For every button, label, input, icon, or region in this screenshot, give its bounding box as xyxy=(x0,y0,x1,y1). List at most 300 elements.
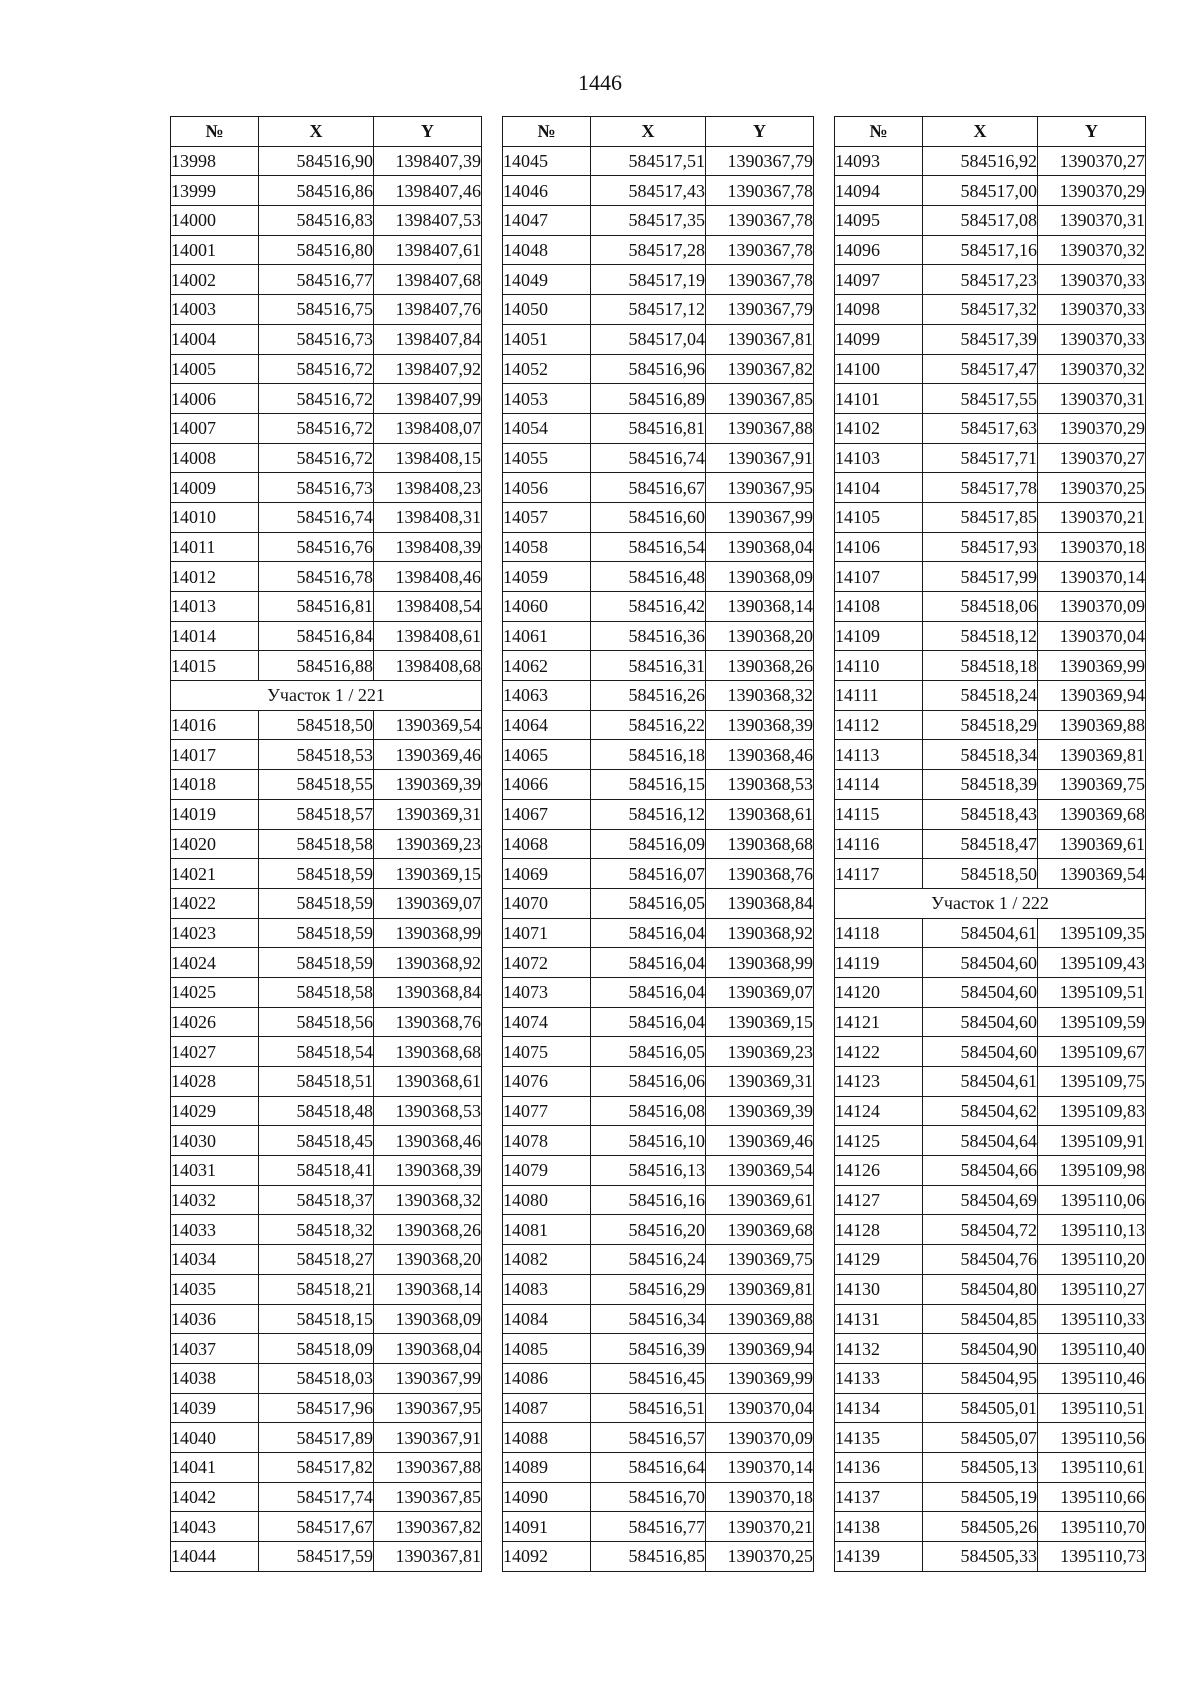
table-row xyxy=(171,1245,482,1275)
y-coordinate-cell: 1390370,14 xyxy=(706,1452,814,1482)
table-row xyxy=(171,710,482,740)
table-row xyxy=(171,1542,482,1572)
y-coordinate-cell: 1390368,04 xyxy=(374,1334,482,1364)
point-number-cell: 14073 xyxy=(503,977,591,1007)
point-number-cell: 14000 xyxy=(171,206,259,236)
x-coordinate-cell: 584516,73 xyxy=(259,473,374,503)
point-number-cell: 14049 xyxy=(503,265,591,295)
table-row xyxy=(503,354,814,384)
point-number-cell: 14023 xyxy=(171,918,259,948)
x-coordinate-cell: 584518,12 xyxy=(923,621,1038,651)
y-coordinate-cell: 1390370,09 xyxy=(706,1423,814,1453)
y-coordinate-cell: 1390369,81 xyxy=(1038,740,1146,770)
x-coordinate-cell: 584518,55 xyxy=(259,770,374,800)
table-row xyxy=(835,1037,1146,1067)
x-coordinate-cell: 584516,24 xyxy=(591,1245,706,1275)
table-row xyxy=(171,473,482,503)
x-coordinate-cell: 584517,47 xyxy=(923,354,1038,384)
table-row xyxy=(835,770,1146,800)
x-coordinate-cell: 584504,62 xyxy=(923,1096,1038,1126)
column-header-y: Y xyxy=(706,117,814,147)
point-number-cell: 14080 xyxy=(503,1185,591,1215)
point-number-cell: 14100 xyxy=(835,354,923,384)
table-row xyxy=(171,324,482,354)
y-coordinate-cell: 1390367,82 xyxy=(374,1512,482,1542)
point-number-cell: 14059 xyxy=(503,562,591,592)
table-row xyxy=(503,1334,814,1364)
table-row xyxy=(503,1156,814,1186)
x-coordinate-cell: 584516,05 xyxy=(591,888,706,918)
x-coordinate-cell: 584518,41 xyxy=(259,1156,374,1186)
table-row xyxy=(503,1245,814,1275)
y-coordinate-cell: 1390367,78 xyxy=(706,176,814,206)
x-coordinate-cell: 584516,88 xyxy=(259,651,374,681)
table-row xyxy=(171,1334,482,1364)
point-number-cell: 14071 xyxy=(503,918,591,948)
table-row xyxy=(171,562,482,592)
column-header-y: Y xyxy=(1038,117,1146,147)
x-coordinate-cell: 584518,51 xyxy=(259,1067,374,1097)
y-coordinate-cell: 1390367,79 xyxy=(706,146,814,176)
table-row xyxy=(835,918,1146,948)
table-row xyxy=(835,1274,1146,1304)
x-coordinate-cell: 584516,22 xyxy=(591,710,706,740)
table-row xyxy=(503,413,814,443)
y-coordinate-cell: 1390370,27 xyxy=(1038,443,1146,473)
point-number-cell: 14036 xyxy=(171,1304,259,1334)
y-coordinate-cell: 1390367,79 xyxy=(706,295,814,325)
y-coordinate-cell: 1395110,46 xyxy=(1038,1363,1146,1393)
y-coordinate-cell: 1390369,61 xyxy=(706,1185,814,1215)
point-number-cell: 14039 xyxy=(171,1393,259,1423)
point-number-cell: 14105 xyxy=(835,502,923,532)
y-coordinate-cell: 1395110,20 xyxy=(1038,1245,1146,1275)
table-row xyxy=(503,859,814,889)
point-number-cell: 14095 xyxy=(835,206,923,236)
x-coordinate-cell: 584504,69 xyxy=(923,1185,1038,1215)
point-number-cell: 14136 xyxy=(835,1452,923,1482)
table-row xyxy=(503,324,814,354)
table-row xyxy=(835,1245,1146,1275)
section-row xyxy=(171,681,482,711)
point-number-cell: 14125 xyxy=(835,1126,923,1156)
table-row xyxy=(835,1452,1146,1482)
x-coordinate-cell: 584517,63 xyxy=(923,413,1038,443)
point-number-cell: 14084 xyxy=(503,1304,591,1334)
y-coordinate-cell: 1398407,68 xyxy=(374,265,482,295)
y-coordinate-cell: 1390368,32 xyxy=(706,681,814,711)
x-coordinate-cell: 584516,04 xyxy=(591,977,706,1007)
x-coordinate-cell: 584517,16 xyxy=(923,235,1038,265)
point-number-cell: 14013 xyxy=(171,592,259,622)
table-row xyxy=(503,1363,814,1393)
y-coordinate-cell: 1390368,20 xyxy=(374,1245,482,1275)
table-row xyxy=(503,1274,814,1304)
point-number-cell: 14074 xyxy=(503,1007,591,1037)
x-coordinate-cell: 584516,84 xyxy=(259,621,374,651)
x-coordinate-cell: 584518,54 xyxy=(259,1037,374,1067)
table-row xyxy=(171,265,482,295)
x-coordinate-cell: 584518,32 xyxy=(259,1215,374,1245)
point-number-cell: 14062 xyxy=(503,651,591,681)
point-number-cell: 13998 xyxy=(171,146,259,176)
table-row xyxy=(835,1423,1146,1453)
x-coordinate-cell: 584518,06 xyxy=(923,592,1038,622)
x-coordinate-cell: 584516,81 xyxy=(259,592,374,622)
y-coordinate-cell: 1390369,99 xyxy=(706,1363,814,1393)
y-coordinate-cell: 1390369,54 xyxy=(374,710,482,740)
point-number-cell: 14024 xyxy=(171,948,259,978)
x-coordinate-cell: 584518,50 xyxy=(259,710,374,740)
y-coordinate-cell: 1390370,21 xyxy=(1038,502,1146,532)
table-row xyxy=(171,1274,482,1304)
y-coordinate-cell: 1390367,91 xyxy=(706,443,814,473)
x-coordinate-cell: 584517,23 xyxy=(923,265,1038,295)
point-number-cell: 14003 xyxy=(171,295,259,325)
point-number-cell: 14097 xyxy=(835,265,923,295)
x-coordinate-cell: 584516,96 xyxy=(591,354,706,384)
point-number-cell: 14042 xyxy=(171,1482,259,1512)
point-number-cell: 14019 xyxy=(171,799,259,829)
table-row xyxy=(503,681,814,711)
x-coordinate-cell: 584505,13 xyxy=(923,1452,1038,1482)
table-row xyxy=(171,1452,482,1482)
point-number-cell: 14054 xyxy=(503,413,591,443)
x-coordinate-cell: 584518,15 xyxy=(259,1304,374,1334)
x-coordinate-cell: 584516,90 xyxy=(259,146,374,176)
y-coordinate-cell: 1390368,84 xyxy=(706,888,814,918)
table-row xyxy=(171,829,482,859)
section-label: Участок 1 / 221 xyxy=(171,681,482,711)
table-row xyxy=(835,1067,1146,1097)
y-coordinate-cell: 1390369,94 xyxy=(1038,681,1146,711)
table-row xyxy=(835,1126,1146,1156)
point-number-cell: 14004 xyxy=(171,324,259,354)
table-row xyxy=(171,1512,482,1542)
column-header-number: № xyxy=(503,117,591,147)
table-row xyxy=(171,1185,482,1215)
point-number-cell: 14090 xyxy=(503,1482,591,1512)
x-coordinate-cell: 584518,39 xyxy=(923,770,1038,800)
x-coordinate-cell: 584518,59 xyxy=(259,888,374,918)
x-coordinate-cell: 584516,83 xyxy=(259,206,374,236)
point-number-cell: 14018 xyxy=(171,770,259,800)
x-coordinate-cell: 584516,77 xyxy=(591,1512,706,1542)
x-coordinate-cell: 584516,04 xyxy=(591,948,706,978)
point-number-cell: 14034 xyxy=(171,1245,259,1275)
table-row xyxy=(503,1037,814,1067)
y-coordinate-cell: 1395110,06 xyxy=(1038,1185,1146,1215)
y-coordinate-cell: 1390368,84 xyxy=(374,977,482,1007)
x-coordinate-cell: 584504,85 xyxy=(923,1304,1038,1334)
y-coordinate-cell: 1390370,33 xyxy=(1038,295,1146,325)
section-label: Участок 1 / 222 xyxy=(835,888,1146,918)
table-row xyxy=(503,1126,814,1156)
point-number-cell: 14066 xyxy=(503,770,591,800)
point-number-cell: 14015 xyxy=(171,651,259,681)
y-coordinate-cell: 1390370,18 xyxy=(1038,532,1146,562)
y-coordinate-cell: 1398408,68 xyxy=(374,651,482,681)
x-coordinate-cell: 584504,60 xyxy=(923,1037,1038,1067)
x-coordinate-cell: 584504,95 xyxy=(923,1363,1038,1393)
x-coordinate-cell: 584504,90 xyxy=(923,1334,1038,1364)
table-row xyxy=(835,859,1146,889)
table-row xyxy=(503,295,814,325)
x-coordinate-cell: 584518,59 xyxy=(259,859,374,889)
table-row xyxy=(835,829,1146,859)
table-row xyxy=(171,1126,482,1156)
x-coordinate-cell: 584517,99 xyxy=(923,562,1038,592)
table-row xyxy=(171,918,482,948)
point-number-cell: 14075 xyxy=(503,1037,591,1067)
point-number-cell: 14070 xyxy=(503,888,591,918)
y-coordinate-cell: 1390370,04 xyxy=(706,1393,814,1423)
x-coordinate-cell: 584516,75 xyxy=(259,295,374,325)
table-row xyxy=(835,502,1146,532)
y-coordinate-cell: 1390368,92 xyxy=(374,948,482,978)
y-coordinate-cell: 1395109,83 xyxy=(1038,1096,1146,1126)
point-number-cell: 14060 xyxy=(503,592,591,622)
table-row xyxy=(835,146,1146,176)
x-coordinate-cell: 584518,18 xyxy=(923,651,1038,681)
x-coordinate-cell: 584518,48 xyxy=(259,1096,374,1126)
y-coordinate-cell: 1398407,46 xyxy=(374,176,482,206)
table-row xyxy=(835,532,1146,562)
y-coordinate-cell: 1390367,99 xyxy=(706,502,814,532)
point-number-cell: 14048 xyxy=(503,235,591,265)
point-number-cell: 14118 xyxy=(835,918,923,948)
y-coordinate-cell: 1390369,07 xyxy=(374,888,482,918)
y-coordinate-cell: 1390367,81 xyxy=(706,324,814,354)
table-row xyxy=(503,977,814,1007)
table-row xyxy=(503,1185,814,1215)
x-coordinate-cell: 584517,43 xyxy=(591,176,706,206)
point-number-cell: 14064 xyxy=(503,710,591,740)
y-coordinate-cell: 1390368,39 xyxy=(374,1156,482,1186)
x-coordinate-cell: 584516,08 xyxy=(591,1096,706,1126)
y-coordinate-cell: 1390368,76 xyxy=(374,1007,482,1037)
x-coordinate-cell: 584505,07 xyxy=(923,1423,1038,1453)
y-coordinate-cell: 1390367,91 xyxy=(374,1423,482,1453)
point-number-cell: 14132 xyxy=(835,1334,923,1364)
y-coordinate-cell: 1395109,59 xyxy=(1038,1007,1146,1037)
point-number-cell: 14106 xyxy=(835,532,923,562)
point-number-cell: 14051 xyxy=(503,324,591,354)
y-coordinate-cell: 1395110,27 xyxy=(1038,1274,1146,1304)
point-number-cell: 14129 xyxy=(835,1245,923,1275)
table-row xyxy=(171,592,482,622)
point-number-cell: 14098 xyxy=(835,295,923,325)
table-row xyxy=(171,651,482,681)
point-number-cell: 14012 xyxy=(171,562,259,592)
point-number-cell: 14045 xyxy=(503,146,591,176)
table-row xyxy=(503,888,814,918)
x-coordinate-cell: 584516,57 xyxy=(591,1423,706,1453)
y-coordinate-cell: 1390367,88 xyxy=(374,1452,482,1482)
x-coordinate-cell: 584504,66 xyxy=(923,1156,1038,1186)
y-coordinate-cell: 1390370,32 xyxy=(1038,354,1146,384)
y-coordinate-cell: 1390370,04 xyxy=(1038,621,1146,651)
point-number-cell: 14094 xyxy=(835,176,923,206)
y-coordinate-cell: 1390367,81 xyxy=(374,1542,482,1572)
table-row xyxy=(835,265,1146,295)
x-coordinate-cell: 584516,10 xyxy=(591,1126,706,1156)
y-coordinate-cell: 1395110,66 xyxy=(1038,1482,1146,1512)
y-coordinate-cell: 1390367,95 xyxy=(706,473,814,503)
x-coordinate-cell: 584516,74 xyxy=(259,502,374,532)
table-row xyxy=(835,1334,1146,1364)
y-coordinate-cell: 1390370,09 xyxy=(1038,592,1146,622)
y-coordinate-cell: 1390370,33 xyxy=(1038,324,1146,354)
y-coordinate-cell: 1390368,68 xyxy=(706,829,814,859)
point-number-cell: 14086 xyxy=(503,1363,591,1393)
column-header-y: Y xyxy=(374,117,482,147)
x-coordinate-cell: 584504,72 xyxy=(923,1215,1038,1245)
x-coordinate-cell: 584516,67 xyxy=(591,473,706,503)
point-number-cell: 14110 xyxy=(835,651,923,681)
point-number-cell: 14114 xyxy=(835,770,923,800)
point-number-cell: 14096 xyxy=(835,235,923,265)
y-coordinate-cell: 1390369,23 xyxy=(374,829,482,859)
y-coordinate-cell: 1398408,31 xyxy=(374,502,482,532)
point-number-cell: 14122 xyxy=(835,1037,923,1067)
x-coordinate-cell: 584505,19 xyxy=(923,1482,1038,1512)
x-coordinate-cell: 584518,50 xyxy=(923,859,1038,889)
point-number-cell: 14067 xyxy=(503,799,591,829)
y-coordinate-cell: 1390368,39 xyxy=(706,710,814,740)
point-number-cell: 14124 xyxy=(835,1096,923,1126)
y-coordinate-cell: 1390368,61 xyxy=(374,1067,482,1097)
point-number-cell: 14052 xyxy=(503,354,591,384)
point-number-cell: 14113 xyxy=(835,740,923,770)
x-coordinate-cell: 584504,61 xyxy=(923,918,1038,948)
point-number-cell: 14028 xyxy=(171,1067,259,1097)
y-coordinate-cell: 1390368,14 xyxy=(374,1274,482,1304)
y-coordinate-cell: 1390369,39 xyxy=(374,770,482,800)
point-number-cell: 14077 xyxy=(503,1096,591,1126)
y-coordinate-cell: 1395109,43 xyxy=(1038,948,1146,978)
coordinates-table-2 xyxy=(502,116,814,1572)
table-row xyxy=(835,1156,1146,1186)
column-header-x: X xyxy=(923,117,1038,147)
point-number-cell: 14128 xyxy=(835,1215,923,1245)
y-coordinate-cell: 1398408,39 xyxy=(374,532,482,562)
point-number-cell: 14093 xyxy=(835,146,923,176)
y-coordinate-cell: 1390370,18 xyxy=(706,1482,814,1512)
point-number-cell: 14030 xyxy=(171,1126,259,1156)
table-row xyxy=(835,1215,1146,1245)
y-coordinate-cell: 1398408,61 xyxy=(374,621,482,651)
table-row xyxy=(171,770,482,800)
y-coordinate-cell: 1390368,46 xyxy=(706,740,814,770)
table-row xyxy=(503,918,814,948)
x-coordinate-cell: 584516,09 xyxy=(591,829,706,859)
x-coordinate-cell: 584516,77 xyxy=(259,265,374,295)
point-number-cell: 14081 xyxy=(503,1215,591,1245)
x-coordinate-cell: 584516,16 xyxy=(591,1185,706,1215)
table-row xyxy=(171,146,482,176)
table-row xyxy=(503,1423,814,1453)
x-coordinate-cell: 584517,59 xyxy=(259,1542,374,1572)
point-number-cell: 14123 xyxy=(835,1067,923,1097)
table-row xyxy=(835,681,1146,711)
table-row xyxy=(171,1156,482,1186)
x-coordinate-cell: 584518,34 xyxy=(923,740,1038,770)
point-number-cell: 14057 xyxy=(503,502,591,532)
table-row xyxy=(835,621,1146,651)
y-coordinate-cell: 1390367,78 xyxy=(706,206,814,236)
table-body xyxy=(503,146,814,1571)
table-row xyxy=(835,206,1146,236)
table-row xyxy=(835,235,1146,265)
point-number-cell: 14127 xyxy=(835,1185,923,1215)
table-row xyxy=(171,354,482,384)
table-row xyxy=(503,621,814,651)
point-number-cell: 14120 xyxy=(835,977,923,1007)
x-coordinate-cell: 584518,57 xyxy=(259,799,374,829)
table-row xyxy=(171,888,482,918)
x-coordinate-cell: 584516,92 xyxy=(923,146,1038,176)
y-coordinate-cell: 1398408,07 xyxy=(374,413,482,443)
point-number-cell: 14001 xyxy=(171,235,259,265)
y-coordinate-cell: 1390368,26 xyxy=(374,1215,482,1245)
x-coordinate-cell: 584516,04 xyxy=(591,1007,706,1037)
table-row xyxy=(503,562,814,592)
x-coordinate-cell: 584517,32 xyxy=(923,295,1038,325)
point-number-cell: 14103 xyxy=(835,443,923,473)
y-coordinate-cell: 1390368,46 xyxy=(374,1126,482,1156)
point-number-cell: 14091 xyxy=(503,1512,591,1542)
table-header-row xyxy=(835,117,1146,147)
y-coordinate-cell: 1390369,31 xyxy=(374,799,482,829)
x-coordinate-cell: 584516,86 xyxy=(259,176,374,206)
x-coordinate-cell: 584516,20 xyxy=(591,1215,706,1245)
x-coordinate-cell: 584516,78 xyxy=(259,562,374,592)
x-coordinate-cell: 584518,21 xyxy=(259,1274,374,1304)
y-coordinate-cell: 1395110,40 xyxy=(1038,1334,1146,1364)
table-row xyxy=(835,1482,1146,1512)
x-coordinate-cell: 584517,39 xyxy=(923,324,1038,354)
point-number-cell: 14025 xyxy=(171,977,259,1007)
point-number-cell: 14022 xyxy=(171,888,259,918)
y-coordinate-cell: 1390368,20 xyxy=(706,621,814,651)
y-coordinate-cell: 1390368,68 xyxy=(374,1037,482,1067)
y-coordinate-cell: 1390369,46 xyxy=(706,1126,814,1156)
table-row xyxy=(171,1423,482,1453)
y-coordinate-cell: 1390368,14 xyxy=(706,592,814,622)
point-number-cell: 14134 xyxy=(835,1393,923,1423)
y-coordinate-cell: 1390367,88 xyxy=(706,413,814,443)
table-row xyxy=(171,799,482,829)
table-row xyxy=(835,295,1146,325)
x-coordinate-cell: 584517,71 xyxy=(923,443,1038,473)
y-coordinate-cell: 1390367,99 xyxy=(374,1363,482,1393)
x-coordinate-cell: 584516,74 xyxy=(591,443,706,473)
table-row xyxy=(171,621,482,651)
x-coordinate-cell: 584516,60 xyxy=(591,502,706,532)
y-coordinate-cell: 1390369,54 xyxy=(706,1156,814,1186)
y-coordinate-cell: 1390369,68 xyxy=(1038,799,1146,829)
table-row xyxy=(835,1363,1146,1393)
y-coordinate-cell: 1390370,29 xyxy=(1038,176,1146,206)
x-coordinate-cell: 584517,67 xyxy=(259,1512,374,1542)
point-number-cell: 14099 xyxy=(835,324,923,354)
table-row xyxy=(503,1512,814,1542)
point-number-cell: 14026 xyxy=(171,1007,259,1037)
x-coordinate-cell: 584517,93 xyxy=(923,532,1038,562)
y-coordinate-cell: 1390369,61 xyxy=(1038,829,1146,859)
point-number-cell: 14031 xyxy=(171,1156,259,1186)
